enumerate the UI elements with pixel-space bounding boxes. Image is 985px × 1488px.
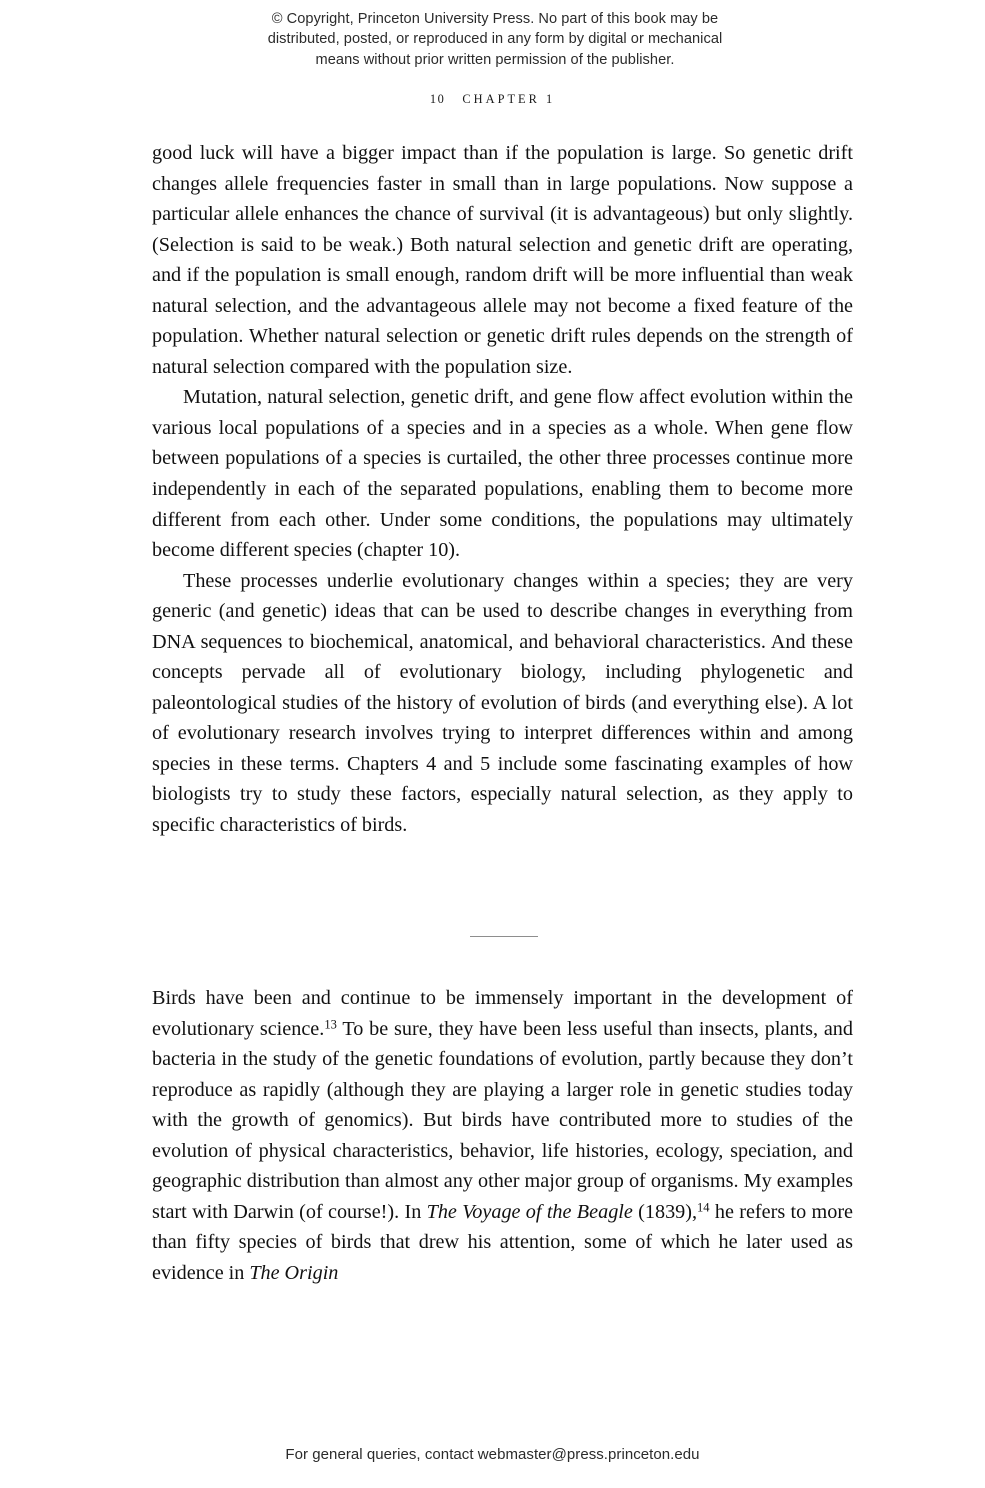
running-head xyxy=(0,92,985,107)
birds-segment-3: (1839), xyxy=(632,1200,698,1223)
birds-segment-4: he refers to more than fifty species of birds that drew his attention, some of which he later used as evidence in xyxy=(152,1200,853,1284)
copyright-line-2: distributed, posted, or reproduced in any form by digital or mechanical xyxy=(267,31,723,48)
paragraph-continuation: good luck will have a bigger impact than if the population is large. So genetic drift changes allele frequencies faster in small than in large populations. Now suppose a particular allele enhances the chance of survival (it is advantageous) but only slightly. (Selection is said to be weak.) Both natural selection and genetic drift are operating, and if the population is small enough, random drift will be more influential than weak natural selection, and the advantageous allele may not become a fixed feature of the population. Whether natural selection or genetic drift rules depends on the strength of natural selection compared with the population size. xyxy=(152,142,853,378)
body-text-lower xyxy=(152,983,853,1288)
copyright-line-1: © Copyright, Princeton University Press. No part of this book may be xyxy=(271,11,719,27)
page-number: 10 xyxy=(429,92,446,106)
book-title-voyage-of-the-beagle: The Voyage of the Beagle xyxy=(426,1200,633,1223)
footnote-marker-13: 13 xyxy=(324,1017,337,1032)
paragraph-birds xyxy=(152,983,853,1288)
copyright-line-3: means without prior written permission of the publisher. xyxy=(315,51,675,68)
running-head-title: CHAPTER 1 xyxy=(462,92,556,106)
birds-segment-1: Birds have been and continue to be immensely important in the development of evolutionary science. xyxy=(152,987,853,1040)
body-text-upper xyxy=(152,138,853,841)
paragraph-these-processes: These processes underlie evolutionary changes within a species; they are very generic (and genetic) ideas that can be used to describe changes in everything from DNA sequences to biochemical, anatomical, and behavioral characteristics. And these concepts pervade all of evolutionary biology, including phylogenetic and paleontological studies of the history of evolution of birds (and everything else). A lot of evolutionary research involves trying to interpret differences within and among species in these terms. Chapters 4 and 5 include some fascinating examples of how biologists try to study these factors, especially natural selection, as they apply to specific characteristics of birds. xyxy=(152,569,853,837)
footnote-marker-14: 14 xyxy=(697,1200,710,1215)
section-break-rule xyxy=(470,936,538,937)
copyright-notice xyxy=(205,9,785,70)
paragraph-mutation: Mutation, natural selection, genetic drift, and gene flow affect evolution within the various local populations of a species and in a species as a whole. When gene flow between populations of a species is curtailed, the other three processes continue more independently in each of the separated populations, enabling them to become more different from each other. Under some conditions, the populations may ultimately become different species (chapter 10). xyxy=(152,386,853,562)
book-title-the-origin: The Origin xyxy=(249,1261,339,1284)
footer-queries-note: For general queries, contact webmaster@press.princeton.edu xyxy=(285,1446,700,1463)
birds-segment-2: To be sure, they have been less useful than insects, plants, and bacteria in the study of the genetic foundations of evolution, partly because they don’t reproduce as rapidly (although they are playing a larger role in genetic studies today with the growth of genomics). But birds have contributed more to studies of the evolution of physical characteristics, behavior, life histories, ecology, speciation, and geographic distribution than almost any other major group of organisms. My examples start with Darwin (of course!). In xyxy=(152,1017,853,1223)
